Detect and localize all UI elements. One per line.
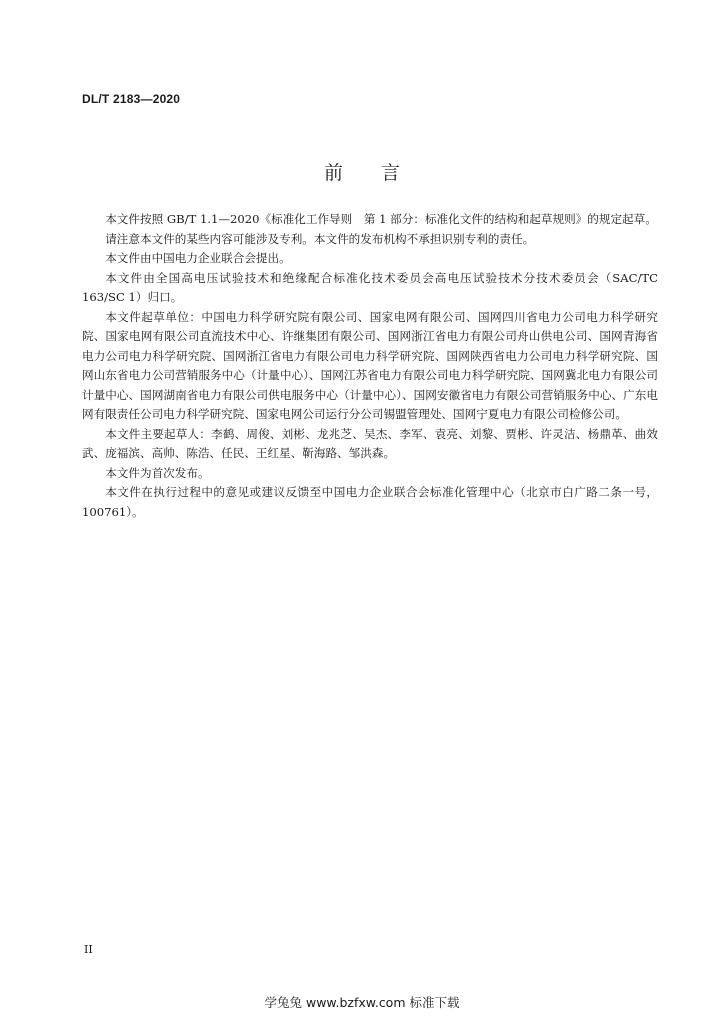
paragraph-patent-notice: 请注意本文件的某些内容可能涉及专利。本文件的发布机构不承担识别专利的责任。 xyxy=(105,231,535,246)
footer-watermark: 学兔兔 www.bzfxw.com 标准下载 xyxy=(264,995,460,1010)
paragraph-drafting-units: 本文件起草单位：中国电力科学研究院有限公司、国家电网有限公司、国网四川省电力公司电力科学研究院、国家电网有限公司直流技术中心、许继集团有限公司、国网浙江省电力有限公司舟山供电公司、国网青海省电力公司电力科学研究院、国网浙江省电力有限公司电力科学研究院、国网陕西省电力公司电力科学研究院、国网山东省电力公司营销服务中心（计量中心）、国网江苏省电力有限公司电力科学研究院、国网冀北电力有限公司计量中心、国网湖南省电力有限公司供电服务中心（计量中心）、国网安徽省电力有限公司营销服务中心、广东电网有限责任公司电力科学研究院、国家电网公司运行分公司锡盟管理处、国网宁夏电力有限公司检修公司。 xyxy=(82,309,658,421)
standard-code: DL/T 2183—2020 xyxy=(82,92,181,106)
paragraph-drafting-rules: 本文件按照 GB/T 1.1—2020《标准化工作导则 第 1 部分：标准化文件的结构和起草规则》的规定起草。 xyxy=(105,212,657,226)
paragraph-feedback: 本文件在执行过程中的意见或建议反馈至中国电力企业联合会标准化管理中心（北京市白广路二条一号，100761）。 xyxy=(82,485,658,519)
title-char-1: 前 xyxy=(323,162,343,184)
paragraph-first-release: 本文件为首次发布。 xyxy=(105,465,210,480)
foreword-body xyxy=(82,210,658,522)
paragraph-committee: 本文件由全国高电压试验技术和绝缘配合标准化技术委员会高电压试验技术分技术委员会（SAC/TC 163/SC 1）归口。 xyxy=(82,270,658,304)
page-title xyxy=(0,158,724,185)
paragraph-drafters: 本文件主要起草人：李鹤、周俊、刘彬、龙兆芝、吴杰、李军、袁亮、刘黎、贾彬、许灵洁、杨鼎革、曲效武、庞福滨、高帅、陈浩、任民、王红星、靳海路、邹洪森。 xyxy=(82,426,658,460)
title-char-2: 言 xyxy=(381,162,401,184)
paragraph-proposer: 本文件由中国电力企业联合会提出。 xyxy=(105,251,291,265)
page-number: II xyxy=(84,943,93,956)
